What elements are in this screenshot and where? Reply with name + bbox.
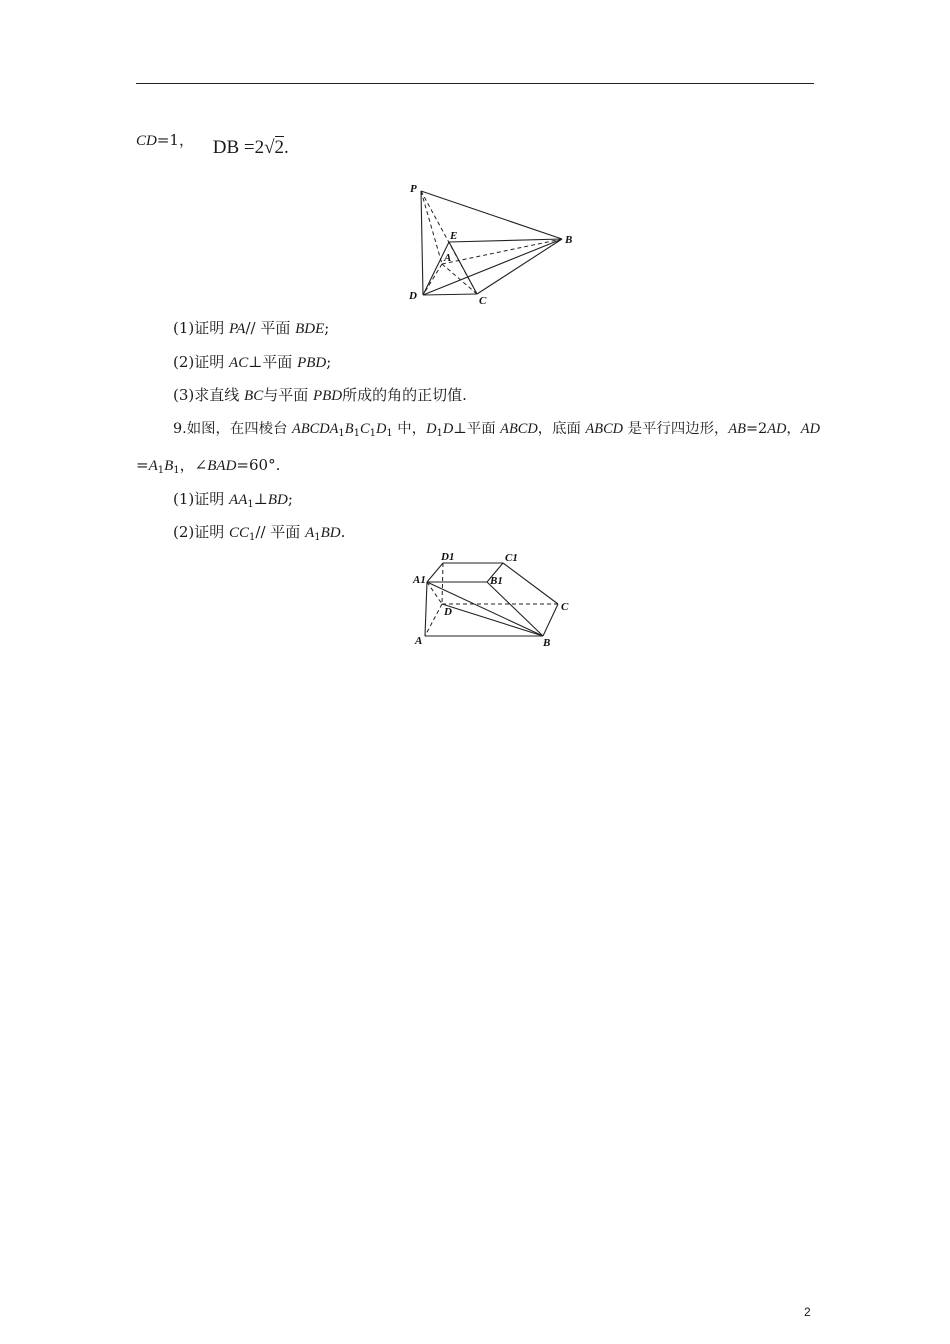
edge-B1B	[487, 582, 543, 636]
label-C1: C1	[505, 552, 518, 564]
frustum-figure	[410, 550, 585, 650]
edge-C1C	[503, 563, 558, 604]
label-D: D	[444, 606, 452, 618]
edge-ED	[423, 242, 452, 295]
q9-part1: (1)证明 $AA_1\perp BD$;	[173, 490, 293, 510]
label-A1: A1	[413, 574, 426, 586]
radicand: 2	[274, 137, 285, 158]
label-D: D	[409, 290, 417, 302]
label-A: A	[415, 635, 423, 647]
label-D1: D1	[441, 551, 455, 563]
db-expression: DB =2√2.	[212, 137, 289, 158]
q9-part2: (2)证明 $CC_1//$ 平面 $A_1BD$.	[173, 523, 346, 543]
dashed-PA	[421, 191, 442, 264]
dashed-AB	[442, 239, 562, 264]
q8-part2: (2)证明 AC⊥平面 PBD;	[173, 353, 332, 371]
label-A: A	[444, 252, 452, 264]
label-P: P	[410, 183, 417, 195]
edge-DC	[423, 294, 477, 295]
q8-part1: (1)证明 PA// 平面 BDE;	[173, 319, 330, 337]
cd-label: CD	[136, 133, 157, 149]
edge-PD	[421, 191, 423, 295]
dashed-D1D	[442, 563, 443, 604]
label-B1: B1	[490, 575, 503, 587]
dashed-AC	[442, 264, 477, 294]
edge-EB	[449, 239, 562, 242]
label-E: E	[450, 230, 458, 242]
edge-BC	[543, 604, 558, 636]
q8-part3: (3)求直线 BC与平面 PBD所成的角的正切值.	[173, 386, 467, 404]
q9-statement-line2: $=A_1B_1$，∠BAD=60°.	[136, 456, 281, 476]
edge-D1A1	[427, 563, 443, 582]
page-number: 2	[804, 1305, 811, 1319]
sqrt-sign: √	[264, 137, 275, 158]
label-C: C	[479, 295, 487, 307]
dashed-AD	[423, 264, 442, 295]
label-C: C	[561, 601, 569, 613]
edge-A1A	[425, 582, 427, 636]
pyramid-figure	[405, 178, 585, 310]
label-B: B	[565, 234, 573, 246]
dashed-DA	[425, 604, 442, 636]
cd-eq: =1，	[156, 131, 194, 149]
given-line	[136, 130, 289, 158]
label-B: B	[543, 637, 551, 649]
dashed-PC	[421, 191, 477, 294]
edge-DB	[423, 239, 562, 295]
q9-statement-line1: 9.如图，在四棱台 $ABCDA_1B_1C_1D_1$ 中，$D_1D\perp$平面 ABCD，底面 ABCD 是平行四边形，AB=2AD，AD	[173, 421, 820, 439]
edge-PB	[421, 191, 562, 239]
header-rule	[136, 83, 814, 84]
edge-CB	[477, 239, 562, 294]
edge-DB	[442, 604, 543, 636]
